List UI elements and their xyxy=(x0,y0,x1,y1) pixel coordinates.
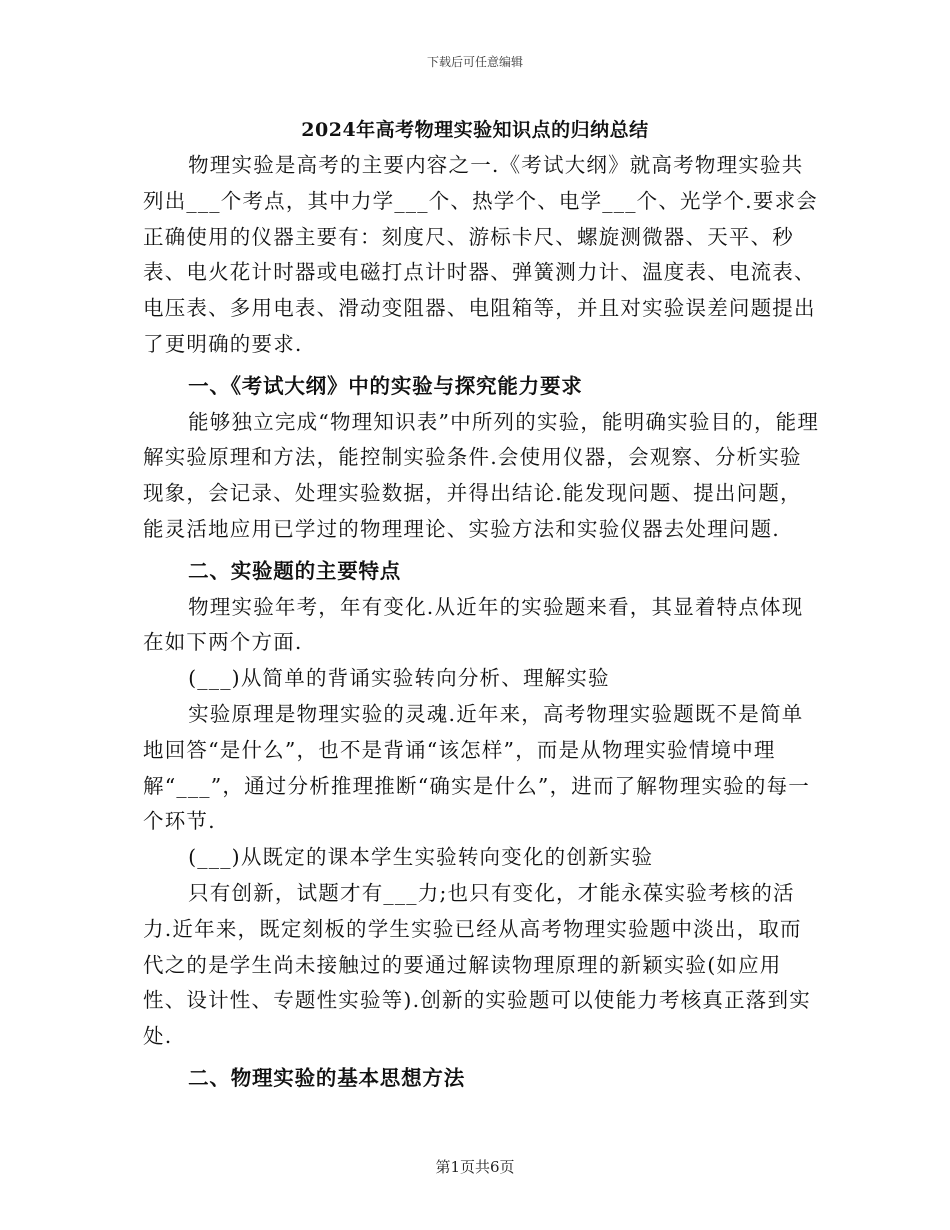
section-heading-2: 二、实验题的主要特点 xyxy=(188,558,402,583)
section-heading-1: 一、《考试大纲》中的实验与探究能力要求 xyxy=(188,373,583,398)
section1-paragraph: 能够独立完成“物理知识表”中所列的实验，能明确实验目的，能理解实验原理和方法，能控制实验条件.会使用仪器，会观察、分析实验现象，会记录、处理实验数据，并得出结论.能发现问题、提出问题，能灵活地应用已学过的物理理论、实验方法和实验仪器去处理问题. xyxy=(143,409,820,541)
point1-paragraph: 实验原理是物理实验的灵魂.近年来，高考物理实验题既不是简单地回答“是什么”，也不是背诵“该怎样”，而是从物理实验情境中理解“___”，通过分析推理推断“确实是什么”，进而了解物理实验的每一个环节. xyxy=(143,701,810,834)
document-title: 2024年高考物理实验知识点的归纳总结 xyxy=(301,119,649,141)
page-number: 第1页共6页 xyxy=(435,1158,515,1176)
point2-label: (___)从既定的课本学生实验转向变化的创新实验 xyxy=(188,845,654,870)
section-heading-3: 二、物理实验的基本思想方法 xyxy=(188,1065,465,1090)
page-header: 下载后可任意编辑 xyxy=(426,55,523,69)
section2-intro-paragraph: 物理实验年考，年有变化.从近年的实验题来看，其显着特点体现在如下两个方面. xyxy=(143,594,804,655)
document-body xyxy=(143,148,823,1097)
point1-label: (___)从简单的背诵实验转向分析、理解实验 xyxy=(188,666,610,691)
point2-paragraph: 只有创新，试题才有___力;也只有变化，才能永葆实验考核的活力.近年来，既定刻板的学生实验已经从高考物理实验题中淡出，取而代之的是学生尚未接触过的要通过解读物理原理的新颖实验(如应用性、设计性、专题性实验等).创新的实验题可以使能力考核真正落到实处. xyxy=(143,880,811,1049)
intro-paragraph: 物理实验是高考的主要内容之一.《考试大纲》就高考物理实验共列出___个考点，其中力学___个、热学个、电学___个、光学个.要求会正确使用的仪器主要有：刻度尺、游标卡尺、螺旋测微器、天平、秒表、电火花计时器或电磁打点计时器、弹簧测力计、温度表、电流表、电压表、多用电表、滑动变阻器、电阻箱等，并且对实验误差问题提出了更明确的要求. xyxy=(143,153,818,356)
